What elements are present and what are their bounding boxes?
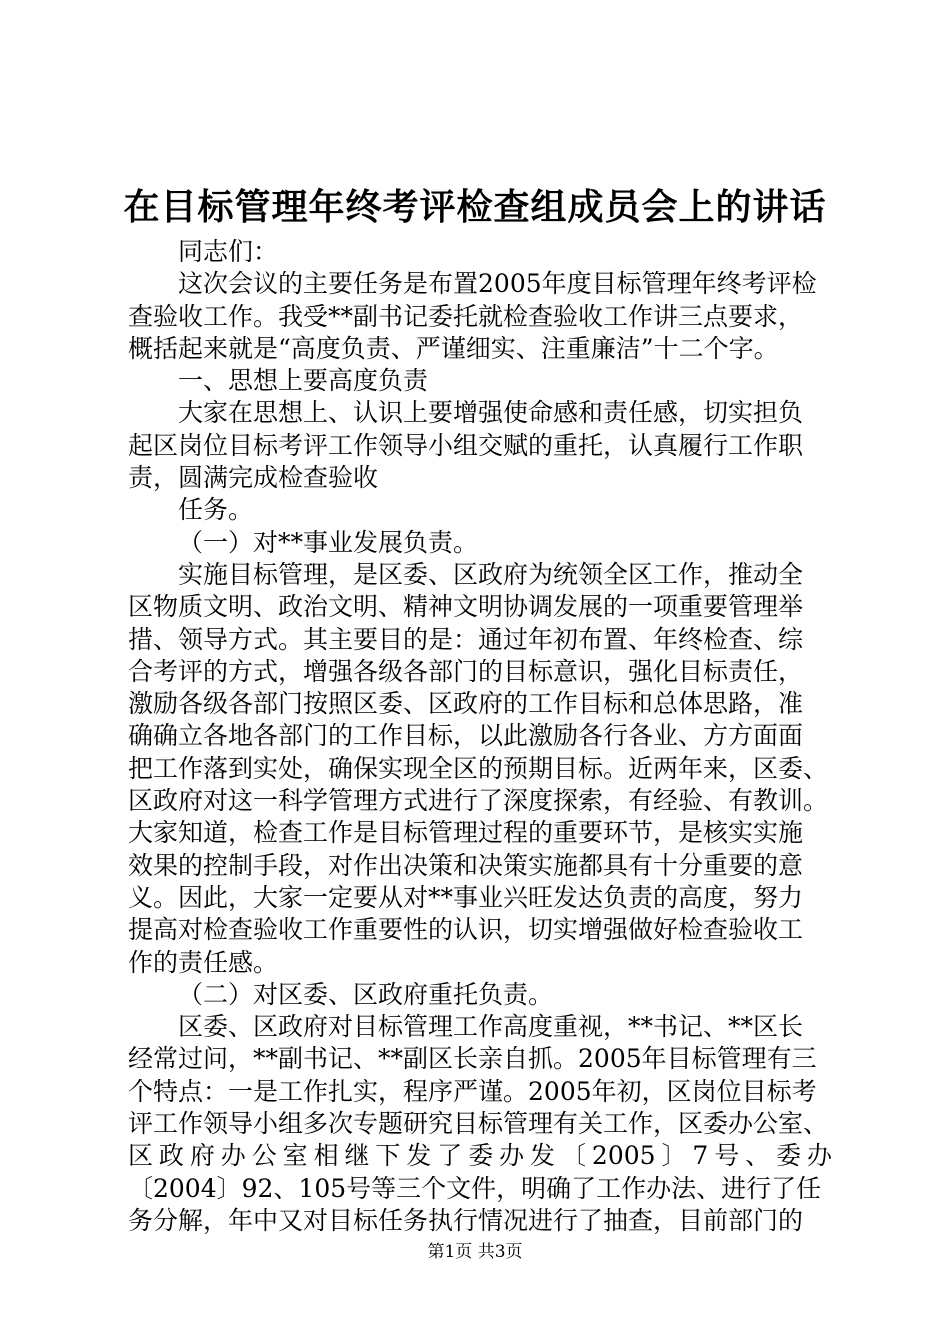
paragraph-line: 务分解，年中又对目标任务执行情况进行了抽查，目前部门的 [128, 1205, 804, 1235]
paragraph-line: 措、领导方式。其主要目的是：通过年初布置、年终检查、综 [128, 624, 804, 654]
paragraph-line: 区物质文明、政治文明、精神文明协调发展的一项重要管理举 [128, 592, 804, 622]
paragraph-line: 评工作领导小组多次专题研究目标管理有关工作，区委办公室、 [128, 1109, 829, 1139]
paragraph-line: 这次会议的主要任务是布置2005年度目标管理年终考评检 [178, 269, 817, 299]
document-title: 在目标管理年终考评检查组成员会上的讲话 [123, 186, 827, 228]
paragraph-line: 〔2004〕92、105号等三个文件，明确了工作办法、进行了任 [128, 1173, 822, 1203]
paragraph-line: 起区岗位目标考评工作领导小组交赋的重托，认真履行工作职 [128, 430, 804, 460]
paragraph-line: 效果的控制手段，对作出决策和决策实施都具有十分重要的意 [128, 850, 804, 880]
section-heading: 一、思想上要高度负责 [178, 366, 429, 396]
page-number-footer: 第1页 共3页 [427, 1242, 523, 1262]
paragraph-line: 任务。 [178, 495, 254, 525]
subsection-heading: （一）对**事业发展负责。 [178, 527, 479, 557]
salutation-line: 同志们： [178, 237, 279, 266]
subsection-heading: （二）对区委、区政府重托负责。 [178, 979, 554, 1009]
paragraph-line: 合考评的方式，增强各级各部门的目标意识，强化目标责任， [128, 656, 804, 686]
paragraph-line: 大家知道，检查工作是目标管理过程的重要环节，是核实实施 [128, 818, 804, 848]
paragraph-line: 把工作落到实处，确保实现全区的预期目标。近两年来，区委、 [128, 753, 829, 783]
paragraph-line: 经常过问，**副书记、**副区长亲自抓。2005年目标管理有三 [128, 1044, 817, 1074]
paragraph-line: 提高对检查验收工作重要性的认识，切实增强做好检查验收工 [128, 915, 804, 945]
paragraph-line: 实施目标管理，是区委、区政府为统领全区工作，推动全 [178, 559, 804, 589]
paragraph-line: 个特点：一是工作扎实，程序严谨。2005年初，区岗位目标考 [128, 1076, 817, 1106]
paragraph-line: 作的责任感。 [128, 947, 279, 977]
paragraph-line: 区政府办公室相继下发了委办发〔2005〕7号、委办 [128, 1141, 832, 1171]
paragraph-line: 查验收工作。我受**副书记委托就检查验收工作讲三点要求， [128, 301, 804, 331]
paragraph-line: 大家在思想上、认识上要增强使命感和责任感，切实担负 [178, 398, 804, 428]
paragraph-line: 区政府对这一科学管理方式进行了深度探索，有经验、有教训。 [128, 786, 829, 816]
paragraph-line: 区委、区政府对目标管理工作高度重视，**书记、**区长 [178, 1012, 804, 1042]
paragraph-line: 概括起来就是“高度负责、严谨细实、注重廉洁”十二个字。 [128, 333, 779, 363]
paragraph-line: 义。因此，大家一定要从对**事业兴旺发达负责的高度，努力 [128, 882, 804, 912]
document-body [128, 236, 832, 1237]
paragraph-line: 确确立各地各部门的工作目标，以此激励各行各业、方方面面 [128, 721, 804, 751]
paragraph-line: 激励各级各部门按照区委、区政府的工作目标和总体思路，准 [128, 689, 804, 719]
paragraph-line: 责，圆满完成检查验收 [128, 463, 379, 493]
